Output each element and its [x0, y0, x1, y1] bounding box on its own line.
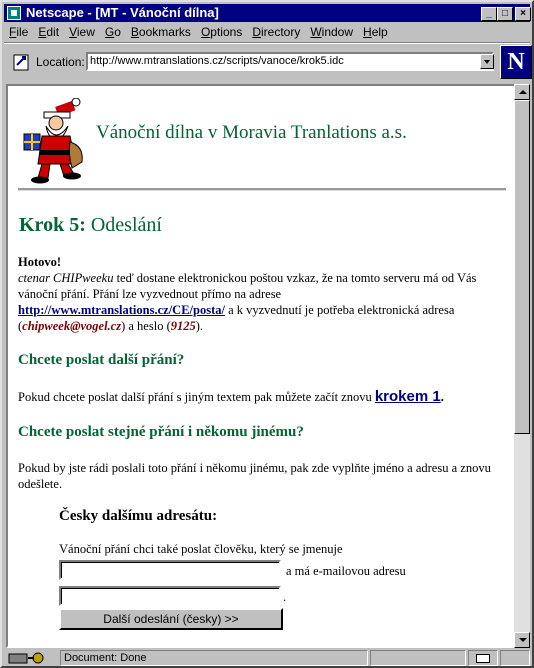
- section-same-wish-title: Chcete poslat stejné přání i někomu jinému?: [18, 424, 304, 440]
- done-label: Hotovo!: [18, 255, 62, 269]
- progress-pane: [370, 650, 466, 666]
- pickup-link[interactable]: http://www.mtranslations.cz/CE/posta/: [18, 303, 225, 317]
- menu-edit[interactable]: Edit: [38, 25, 60, 39]
- submit-button[interactable]: Další odeslání (česky) >>: [59, 608, 283, 630]
- menu-directory[interactable]: Directory: [252, 25, 301, 39]
- site-title: Vánoční dílna v Moravia Tranlations a.s.: [96, 122, 407, 143]
- security-key-icon[interactable]: [8, 651, 48, 665]
- location-label: Location:: [36, 55, 85, 69]
- menu-options[interactable]: Options: [200, 25, 243, 39]
- location-dropdown-button[interactable]: [480, 54, 494, 69]
- email-suffix-text: a má e-mailovou adresu: [286, 564, 406, 578]
- step-title: Odeslání: [90, 214, 162, 236]
- section-same-wish-text: Pokud by jste rádi poslali toto přání i někomu jinému, pak zde vyplňte jméno a adresu a znovu odešlete.: [18, 461, 491, 491]
- location-toolbar: [4, 42, 530, 85]
- santa-claus-image: [16, 98, 90, 184]
- another-wish-text: Pokud chcete poslat další přání s jiným textem pak můžete začít znovu: [18, 390, 375, 404]
- menu-file[interactable]: File: [9, 25, 29, 39]
- close-button[interactable]: ×: [515, 7, 531, 21]
- maximize-button[interactable]: □: [497, 7, 513, 21]
- netscape-app-icon[interactable]: [7, 6, 21, 20]
- extra-status-pane: [500, 650, 530, 666]
- message-text-4: ).: [195, 319, 204, 333]
- netscape-logo[interactable]: N: [500, 45, 532, 79]
- pickup-password: 9125: [170, 319, 196, 333]
- window-title: Netscape - [MT - Vánoční dílna]: [26, 5, 219, 20]
- menu-help[interactable]: Help: [363, 25, 388, 39]
- section-another-wish-title: Chcete poslat další přání?: [18, 352, 185, 368]
- menu-view[interactable]: View: [69, 25, 95, 39]
- message-text-1: teď dostane elektronickou poštou vzkaz, že na tomto serveru má od Vás vánoční přání. Přání lze vyzvednout přímo na adrese: [18, 271, 477, 301]
- location-url-input[interactable]: http://www.mtranslations.cz/scripts/vanoce/krok5.idc: [86, 52, 494, 71]
- horizontal-divider: [18, 188, 506, 191]
- page-content: [6, 84, 516, 648]
- form-intro: Vánoční přání chci také poslat člověku, který se jmenuje: [59, 542, 343, 556]
- mail-envelope-icon[interactable]: [476, 654, 490, 663]
- step1-link[interactable]: krokem 1: [374, 388, 441, 405]
- status-bar: [4, 649, 530, 667]
- recipient-name: ctenar CHIPweeku: [18, 271, 114, 285]
- menu-go[interactable]: Go: [104, 25, 121, 39]
- step-label: Krok 5:: [19, 214, 86, 236]
- recipient-email: chipweek@vogel.cz: [22, 319, 122, 333]
- scroll-up-arrow-icon[interactable]: [514, 84, 530, 100]
- email-input[interactable]: [59, 586, 281, 606]
- name-input[interactable]: [59, 560, 281, 580]
- confirmation-paragraph: [18, 254, 508, 334]
- section-another-wish-text: [18, 388, 508, 405]
- minimize-button[interactable]: _: [481, 7, 497, 21]
- message-text-3: ) a heslo (: [121, 319, 171, 333]
- vertical-scrollbar[interactable]: [514, 84, 530, 648]
- bookmark-link-icon[interactable]: [12, 52, 32, 72]
- title-bar[interactable]: [4, 4, 530, 22]
- another-wish-end: .: [440, 390, 444, 404]
- message-text-2: a k vyzvednutí je potřeba elektronická adresa (: [18, 303, 455, 333]
- mail-pane[interactable]: [468, 650, 498, 666]
- scrollbar-thumb[interactable]: [514, 100, 530, 434]
- scroll-down-arrow-icon[interactable]: [514, 632, 530, 648]
- menu-bookmarks[interactable]: Bookmarks: [130, 25, 191, 39]
- status-text: Document: Done: [60, 650, 368, 666]
- step-heading: [19, 214, 162, 237]
- menu-bar: [4, 23, 530, 41]
- menu-window[interactable]: Window: [310, 25, 354, 39]
- form-title: Česky dalšímu adresátu:: [59, 508, 218, 524]
- email-end-text: .: [283, 590, 287, 604]
